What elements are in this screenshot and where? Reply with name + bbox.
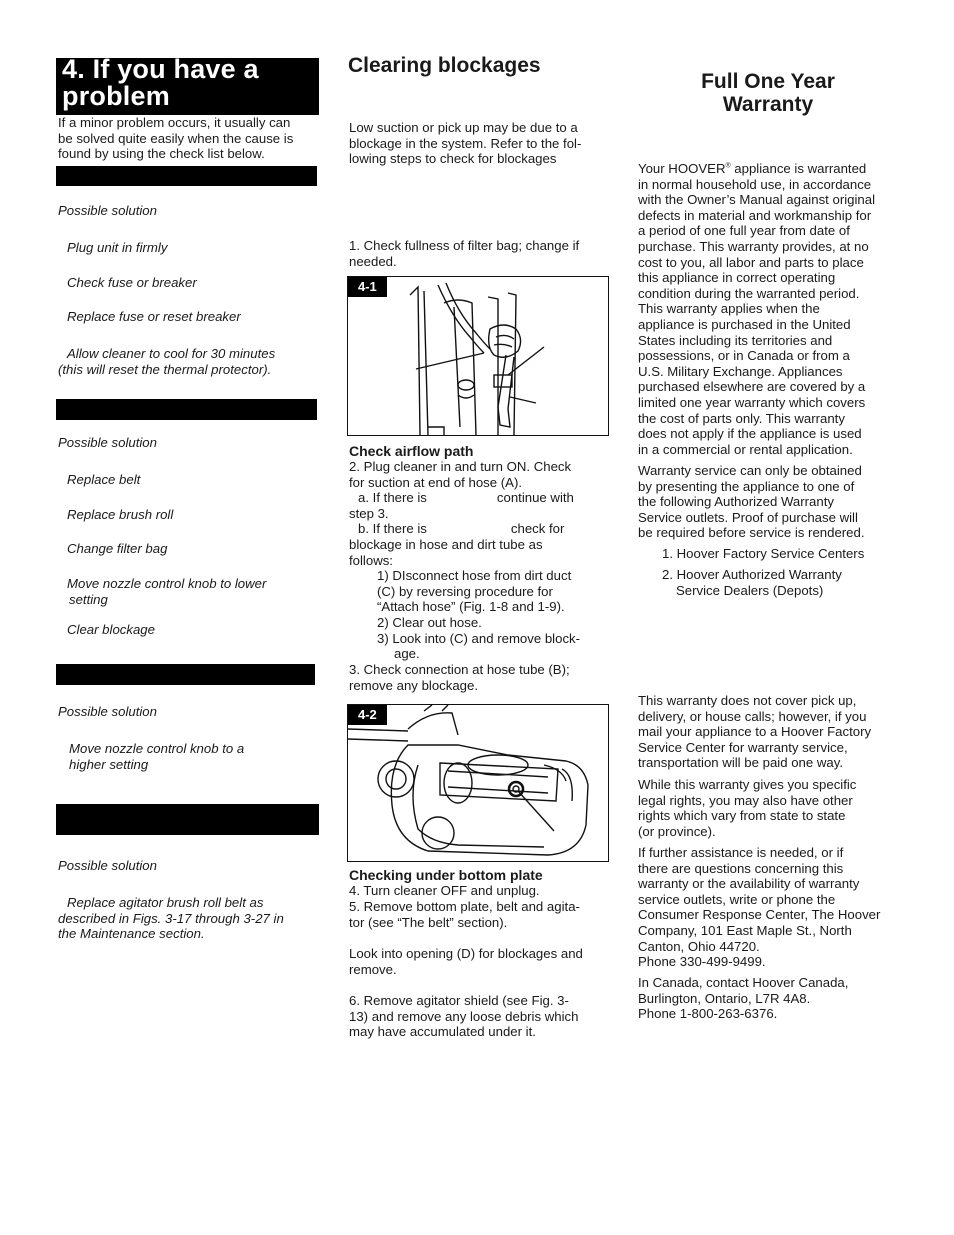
service-list-item-1: 1. Hoover Factory Service Centers xyxy=(662,546,865,561)
warranty-paragraph-3: This warranty does not cover pick up, delivery, or house calls; however, if you mail your appliance to a Hoover Factory Service Center for warranty service, transportation will be paid one way. xyxy=(638,693,872,771)
solution-item: Change filter bag xyxy=(67,541,168,556)
possible-solution-label: Possible solution xyxy=(58,858,157,873)
hose-illustration xyxy=(348,277,608,435)
possible-solution-label: Possible solution xyxy=(58,435,157,450)
clearing-blockages-heading: Clearing blockages xyxy=(348,54,541,77)
page-title: 4. If you have a problem xyxy=(62,54,259,111)
intro-text: If a minor problem occurs, it usually can be solved quite easily when the cause is found by using the check list below. xyxy=(58,115,294,162)
solution-item: Replace belt xyxy=(67,472,141,487)
solution-item: Move nozzle control knob to a higher setting xyxy=(69,741,245,772)
warranty-paragraph-6: In Canada, contact Hoover Canada, Burlington, Ontario, L7R 4A8. Phone 1-800-263-6376. xyxy=(638,975,849,1022)
section-header-bar-1 xyxy=(56,166,317,186)
solution-item: Plug unit in firmly xyxy=(67,240,168,255)
warranty-paragraph-5: If further assistance is needed, or if there are questions concerning this warranty or the availability of warranty service outlets, write or phone the Consumer Response Center, The Hoover Company, 101 East Maple St., North Canton, Ohio 44720. Phone 330-499-9499. xyxy=(638,845,881,970)
bottom-plate-illustration xyxy=(348,705,608,861)
look-into-opening: Look into opening (D) for blockages and remove. xyxy=(349,946,583,977)
figure-4-1 xyxy=(347,276,609,436)
section-header-bar-3 xyxy=(56,664,315,685)
possible-solution-label: Possible solution xyxy=(58,704,157,719)
solution-item: Replace agitator brush roll belt as described in Figs. 3-17 through 3-27 in the Maintenance section. xyxy=(58,895,284,942)
warranty-heading: Full One Year Warranty xyxy=(701,70,835,116)
solution-item: Replace fuse or reset breaker xyxy=(67,309,241,324)
figure-4-1-caption: Check airflow path xyxy=(349,443,474,459)
blockage-intro: Low suction or pick up may be due to a blockage in the system. Refer to the fol- lowing steps to check for blockages xyxy=(349,120,582,167)
warranty-paragraph-4: While this warranty gives you specific legal rights, you may also have other rights which vary from state to state (or province). xyxy=(638,777,857,839)
figure-4-2-caption: Checking under bottom plate xyxy=(349,867,543,883)
solution-item: Check fuse or breaker xyxy=(67,275,197,290)
warranty-paragraph-1: Your HOOVER® appliance is warranted in normal household use, in accordance with the Owner’s Manual against original defects in material and workmanship for a period of one full year from date of purchase. This warranty provides, at no cost to you, all labor and parts to place this appliance in correct operating condition during the warranted period. This warranty applies when the appliance is purchased in the United States including its territories and possessions, or in Canada or from a U.S. Military Exchange. Appliances purchased elsewhere are covered by a limited one year warranty which covers the cost of parts only. This warranty does not apply if the appliance is used in a commercial or rental application. xyxy=(638,161,876,457)
section-header-bar-2 xyxy=(56,399,317,420)
step-6: 6. Remove agitator shield (see Fig. 3- 13) and remove any loose debris which may have accumulated under it. xyxy=(349,993,579,1040)
figure-4-2 xyxy=(347,704,609,862)
solution-item: Replace brush roll xyxy=(67,507,174,522)
solution-item: Clear blockage xyxy=(67,622,155,637)
warranty-paragraph-2: Warranty service can only be obtained by presenting the appliance to one of the following Authorized Warranty Service outlets. Proof of purchase will be required before service is rendered. xyxy=(638,463,865,541)
step-5: 5. Remove bottom plate, belt and agita- tor (see “The belt” section). xyxy=(349,899,580,930)
step-1: 1. Check fullness of filter bag; change if needed. xyxy=(349,238,580,269)
section-header-bar-4 xyxy=(56,804,319,835)
step-4: 4. Turn cleaner OFF and unplug. xyxy=(349,883,540,898)
figure-tag: 4-1 xyxy=(348,277,387,297)
solution-item: Move nozzle control knob to lower setting xyxy=(67,576,267,607)
step-3: 3. Check connection at hose tube (B); remove any blockage. xyxy=(349,662,570,693)
step-2: 2. Plug cleaner in and turn ON. Check for suction at end of hose (A). a. If there is continue with step 3. b. If there is check for blockage in hose and dirt tube as follows: 1) DIsconnect hose from dirt duct (C) by reversing procedure for “Attach hose” (Fig. 1-8 and 1-9). 2) Clear out hose. 3) Look into (C) and remove block- age. xyxy=(349,459,581,662)
possible-solution-label: Possible solution xyxy=(58,203,157,218)
service-list-item-2: 2. Hoover Authorized Warranty Service Dealers (Depots) xyxy=(662,567,842,598)
figure-tag: 4-2 xyxy=(348,705,387,725)
solution-item: Allow cleaner to cool for 30 minutes (this will reset the thermal protector). xyxy=(58,346,276,377)
